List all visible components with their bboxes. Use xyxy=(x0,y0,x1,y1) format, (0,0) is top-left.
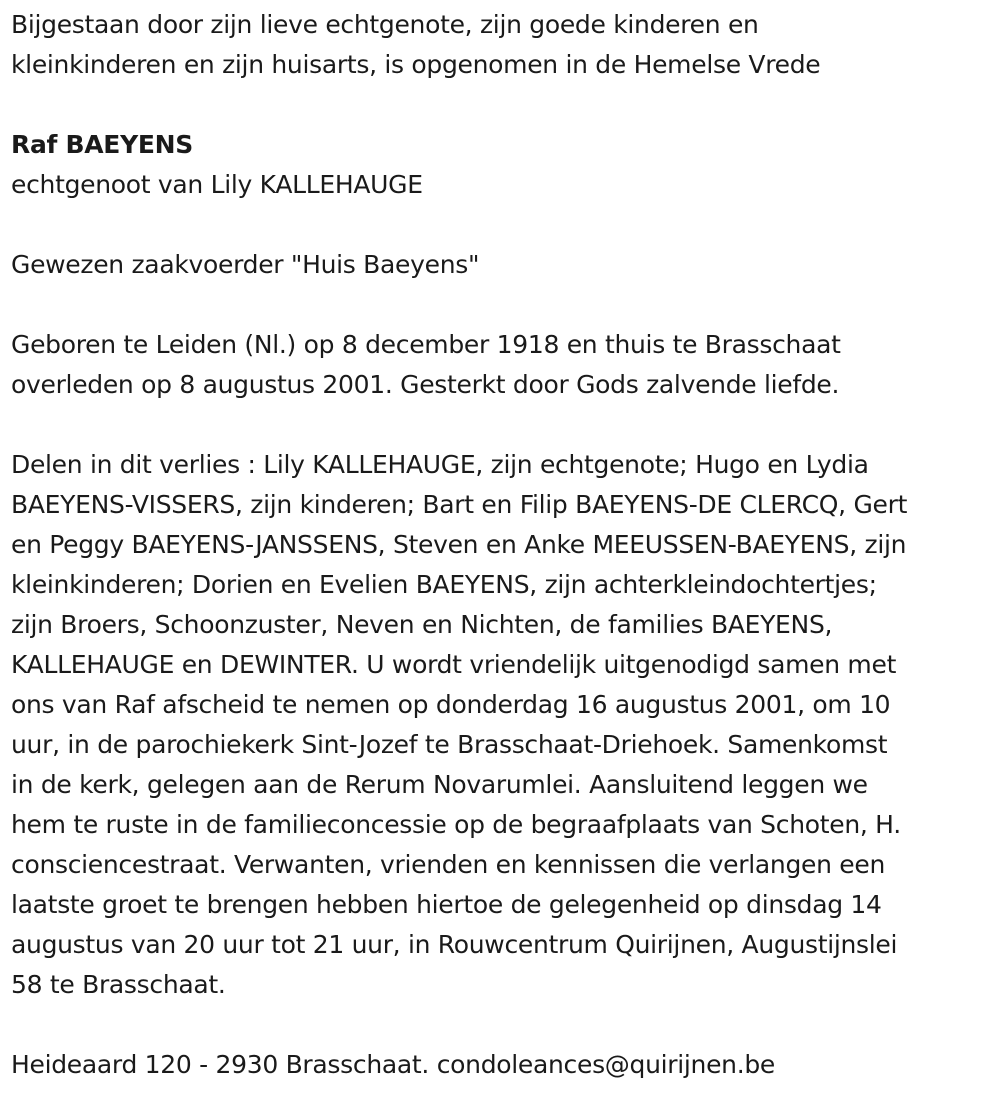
announcement-line: Delen in dit verlies : Lily KALLEHAUGE, zijn echtgenote; Hugo en Lydia xyxy=(11,450,869,479)
intro-line: kleinkinderen en zijn huisarts, is opgenomen in de Hemelse Vrede xyxy=(11,50,821,79)
announcement-paragraph xyxy=(11,445,991,1005)
contact-address: Heideaard 120 - 2930 Brasschaat. xyxy=(11,1050,430,1079)
announcement-line: BAEYENS-VISSERS, zijn kinderen; Bart en Filip BAEYENS-DE CLERCQ, Gert xyxy=(11,490,908,519)
announcement-line: ons van Raf afscheid te nemen op donderdag 16 augustus 2001, om 10 xyxy=(11,690,891,719)
announcement-line: hem te ruste in de familieconcessie op de begraafplaats van Schoten, H. xyxy=(11,810,901,839)
spouse-line: echtgenoot van Lily KALLEHAUGE xyxy=(11,170,423,199)
contact-email: condoleances@quirijnen.be xyxy=(436,1050,776,1079)
obituary-document xyxy=(11,5,991,1085)
paragraph-spacer xyxy=(11,1005,991,1045)
announcement-line: laatste groet te brengen hebben hiertoe de gelegenheid op dinsdag 14 xyxy=(11,890,882,919)
announcement-line: consciencestraat. Verwanten, vrienden en kennissen die verlangen een xyxy=(11,850,885,879)
birth-death-line: overleden op 8 augustus 2001. Gesterkt door Gods zalvende liefde. xyxy=(11,370,840,399)
paragraph-spacer xyxy=(11,85,991,125)
announcement-line: in de kerk, gelegen aan de Rerum Novarumlei. Aansluitend leggen we xyxy=(11,770,868,799)
announcement-line: 58 te Brasschaat. xyxy=(11,970,226,999)
intro-paragraph xyxy=(11,5,991,85)
announcement-line: KALLEHAUGE en DEWINTER. U wordt vriendelijk uitgenodigd samen met xyxy=(11,650,897,679)
announcement-line: augustus van 20 uur tot 21 uur, in Rouwcentrum Quirijnen, Augustijnslei xyxy=(11,930,898,959)
announcement-line: uur, in de parochiekerk Sint-Jozef te Brasschaat-Driehoek. Samenkomst xyxy=(11,730,888,759)
paragraph-spacer xyxy=(11,405,991,445)
intro-line: Bijgestaan door zijn lieve echtgenote, zijn goede kinderen en xyxy=(11,10,759,39)
announcement-line: zijn Broers, Schoonzuster, Neven en Nichten, de families BAEYENS, xyxy=(11,610,833,639)
paragraph-spacer xyxy=(11,285,991,325)
announcement-line: kleinkinderen; Dorien en Evelien BAEYENS, zijn achterkleindochtertjes; xyxy=(11,570,877,599)
announcement-line: en Peggy BAEYENS-JANSSENS, Steven en Anke MEEUSSEN-BAEYENS, zijn xyxy=(11,530,907,559)
contact-line xyxy=(11,1045,991,1085)
occupation-line: Gewezen zaakvoerder "Huis Baeyens" xyxy=(11,250,480,279)
birth-death-line: Geboren te Leiden (Nl.) op 8 december 1918 en thuis te Brasschaat xyxy=(11,330,841,359)
deceased-name: Raf BAEYENS xyxy=(11,130,193,159)
birth-death-paragraph xyxy=(11,325,991,405)
paragraph-spacer xyxy=(11,205,991,245)
